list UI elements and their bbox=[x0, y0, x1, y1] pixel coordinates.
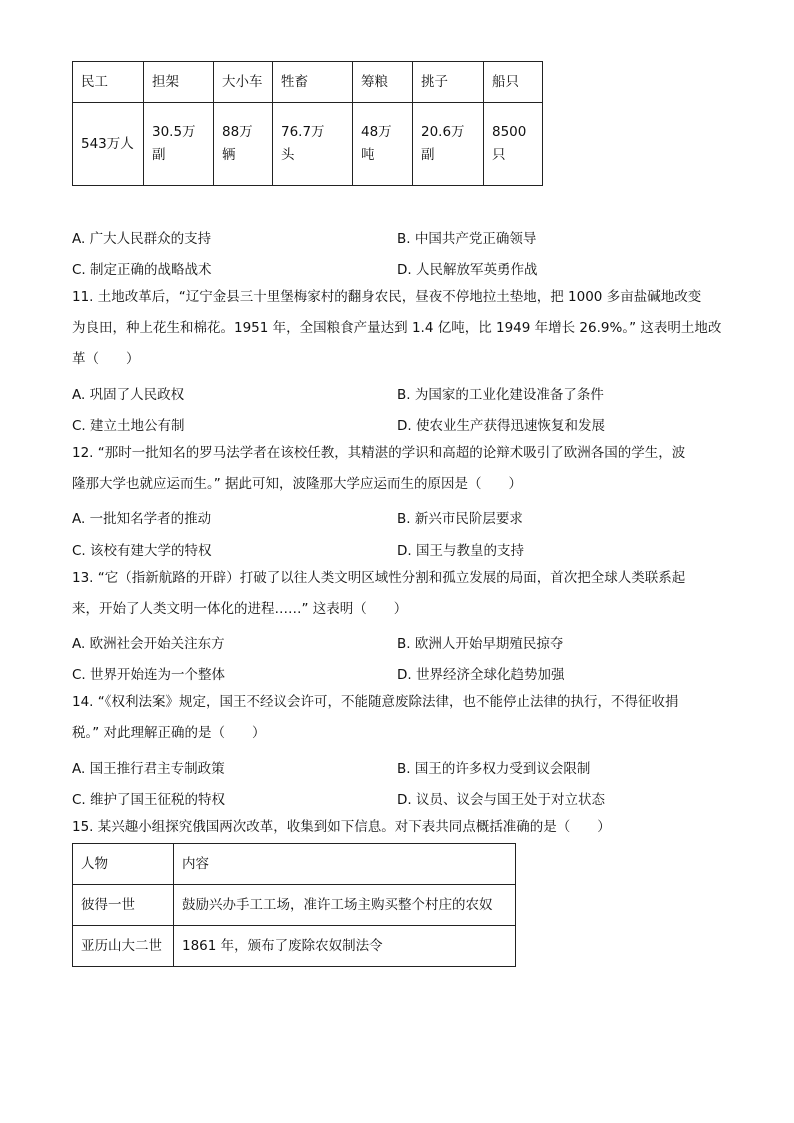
table-cell bbox=[413, 103, 484, 186]
table-header-cell: 筹粮 bbox=[353, 62, 413, 103]
support-table bbox=[72, 61, 543, 186]
table-cell: 亚历山大二世 bbox=[73, 926, 174, 967]
cell-value: 543万人 bbox=[81, 135, 134, 152]
table-header-cell: 大小车 bbox=[214, 62, 273, 103]
table-header-cell: 挑子 bbox=[413, 62, 484, 103]
q11-line: 革（ ） bbox=[72, 351, 140, 367]
table-header-cell: 人物 bbox=[73, 844, 174, 885]
q12-stem bbox=[72, 438, 722, 500]
q12-line: 隆那大学也就应运而生。” 据此可知，波隆那大学应运而生的原因是（ ） bbox=[72, 476, 523, 492]
q13-line: 13. “它（指新航路的开辟）打破了以往人类文明区域性分割和孤立发展的局面，首次把全球人类联系起 bbox=[72, 570, 686, 586]
cell-value: 48万 bbox=[361, 124, 392, 140]
table-cell: 1861 年，颁布了废除农奴制法令 bbox=[174, 926, 516, 967]
table-cell: 彼得一世 bbox=[73, 885, 174, 926]
q11-option-d[interactable]: D. 使农业生产获得迅速恢复和发展 bbox=[397, 418, 605, 434]
cell-unit: 副 bbox=[152, 147, 166, 163]
q13-option-a[interactable]: A. 欧洲社会开始关注东方 bbox=[72, 636, 225, 652]
q14-line: 14. “《权利法案》规定，国王不经议会许可，不能随意废除法律，也不能停止法律的执行，不得征收捐 bbox=[72, 694, 679, 710]
table-cell bbox=[273, 103, 353, 186]
cell-unit: 吨 bbox=[361, 147, 375, 163]
table-header-cell: 民工 bbox=[73, 62, 144, 103]
q11-option-a[interactable]: A. 巩固了人民政权 bbox=[72, 387, 185, 403]
table-row bbox=[73, 926, 516, 967]
q10-option-a[interactable]: A. 广大人民群众的支持 bbox=[72, 231, 212, 247]
q11-option-b[interactable]: B. 为国家的工业化建设准备了条件 bbox=[397, 387, 604, 403]
q12-option-d[interactable]: D. 国王与教皇的支持 bbox=[397, 543, 524, 559]
q12-line: 12. “那时一批知名的罗马法学者在该校任教，其精湛的学识和高超的论辩术吸引了欧洲各国的学生，波 bbox=[72, 445, 686, 461]
table-cell: 鼓励兴办手工工场，准许工场主购买整个村庄的农奴 bbox=[174, 885, 516, 926]
q15-line: 15. 某兴趣小组探究俄国两次改革，收集到如下信息。对下表共同点概括准确的是（ ） bbox=[72, 819, 611, 835]
table-row bbox=[73, 103, 543, 186]
table-cell bbox=[353, 103, 413, 186]
q14-option-d[interactable]: D. 议员、议会与国王处于对立状态 bbox=[397, 792, 605, 808]
q13-option-b[interactable]: B. 欧洲人开始早期殖民掠夺 bbox=[397, 636, 564, 652]
reform-table bbox=[72, 843, 516, 967]
table-header-cell: 担架 bbox=[144, 62, 214, 103]
q13-option-d[interactable]: D. 世界经济全球化趋势加强 bbox=[397, 667, 565, 683]
q10-option-d[interactable]: D. 人民解放军英勇作战 bbox=[397, 262, 538, 278]
q10-option-c[interactable]: C. 制定正确的战略战术 bbox=[72, 262, 212, 278]
q12-option-b[interactable]: B. 新兴市民阶层要求 bbox=[397, 511, 523, 527]
table-cell bbox=[484, 103, 543, 186]
q13-line: 来，开始了人类文明一体化的进程……” 这表明（ ） bbox=[72, 601, 408, 617]
table-header-cell: 牲畜 bbox=[273, 62, 353, 103]
table-cell bbox=[214, 103, 273, 186]
table-cell bbox=[144, 103, 214, 186]
table-header-cell: 内容 bbox=[174, 844, 516, 885]
q14-line: 税。” 对此理解正确的是（ ） bbox=[72, 725, 266, 741]
cell-value: 88万 bbox=[222, 124, 253, 140]
q14-stem bbox=[72, 687, 722, 749]
q13-option-c[interactable]: C. 世界开始连为一个整体 bbox=[72, 667, 226, 683]
q11-option-c[interactable]: C. 建立土地公有制 bbox=[72, 418, 185, 434]
cell-value: 30.5万 bbox=[152, 124, 196, 140]
q14-option-b[interactable]: B. 国王的许多权力受到议会限制 bbox=[397, 761, 591, 777]
q12-option-c[interactable]: C. 该校有建大学的特权 bbox=[72, 543, 212, 559]
cell-unit: 辆 bbox=[222, 147, 236, 163]
q11-stem bbox=[72, 282, 722, 375]
q12-option-a[interactable]: A. 一批知名学者的推动 bbox=[72, 511, 212, 527]
cell-unit: 头 bbox=[281, 147, 295, 163]
q10-option-b[interactable]: B. 中国共产党正确领导 bbox=[397, 231, 537, 247]
table-header-row bbox=[73, 62, 543, 103]
q11-line: 为良田，种上花生和棉花。1951 年，全国粮食产量达到 1.4 亿吨，比 1949 年增长 26.9%。” 这表明土地改 bbox=[72, 320, 722, 336]
q15-stem bbox=[72, 812, 722, 843]
q14-option-a[interactable]: A. 国王推行君主专制政策 bbox=[72, 761, 225, 777]
q11-line: 11. 土地改革后，“辽宁金县三十里堡梅家村的翻身农民，昼夜不停地拉土垫地，把 1000 多亩盐碱地改变 bbox=[72, 289, 702, 305]
table-header-cell: 船只 bbox=[484, 62, 543, 103]
cell-value: 20.6万 bbox=[421, 124, 465, 140]
table-header-row bbox=[73, 844, 516, 885]
table-cell bbox=[73, 103, 144, 186]
cell-unit: 只 bbox=[492, 147, 506, 163]
cell-value: 76.7万 bbox=[281, 124, 325, 140]
cell-value: 8500 bbox=[492, 124, 527, 140]
cell-unit: 副 bbox=[421, 147, 435, 163]
q13-stem bbox=[72, 563, 722, 625]
q14-option-c[interactable]: C. 维护了国王征税的特权 bbox=[72, 792, 226, 808]
table-row bbox=[73, 885, 516, 926]
